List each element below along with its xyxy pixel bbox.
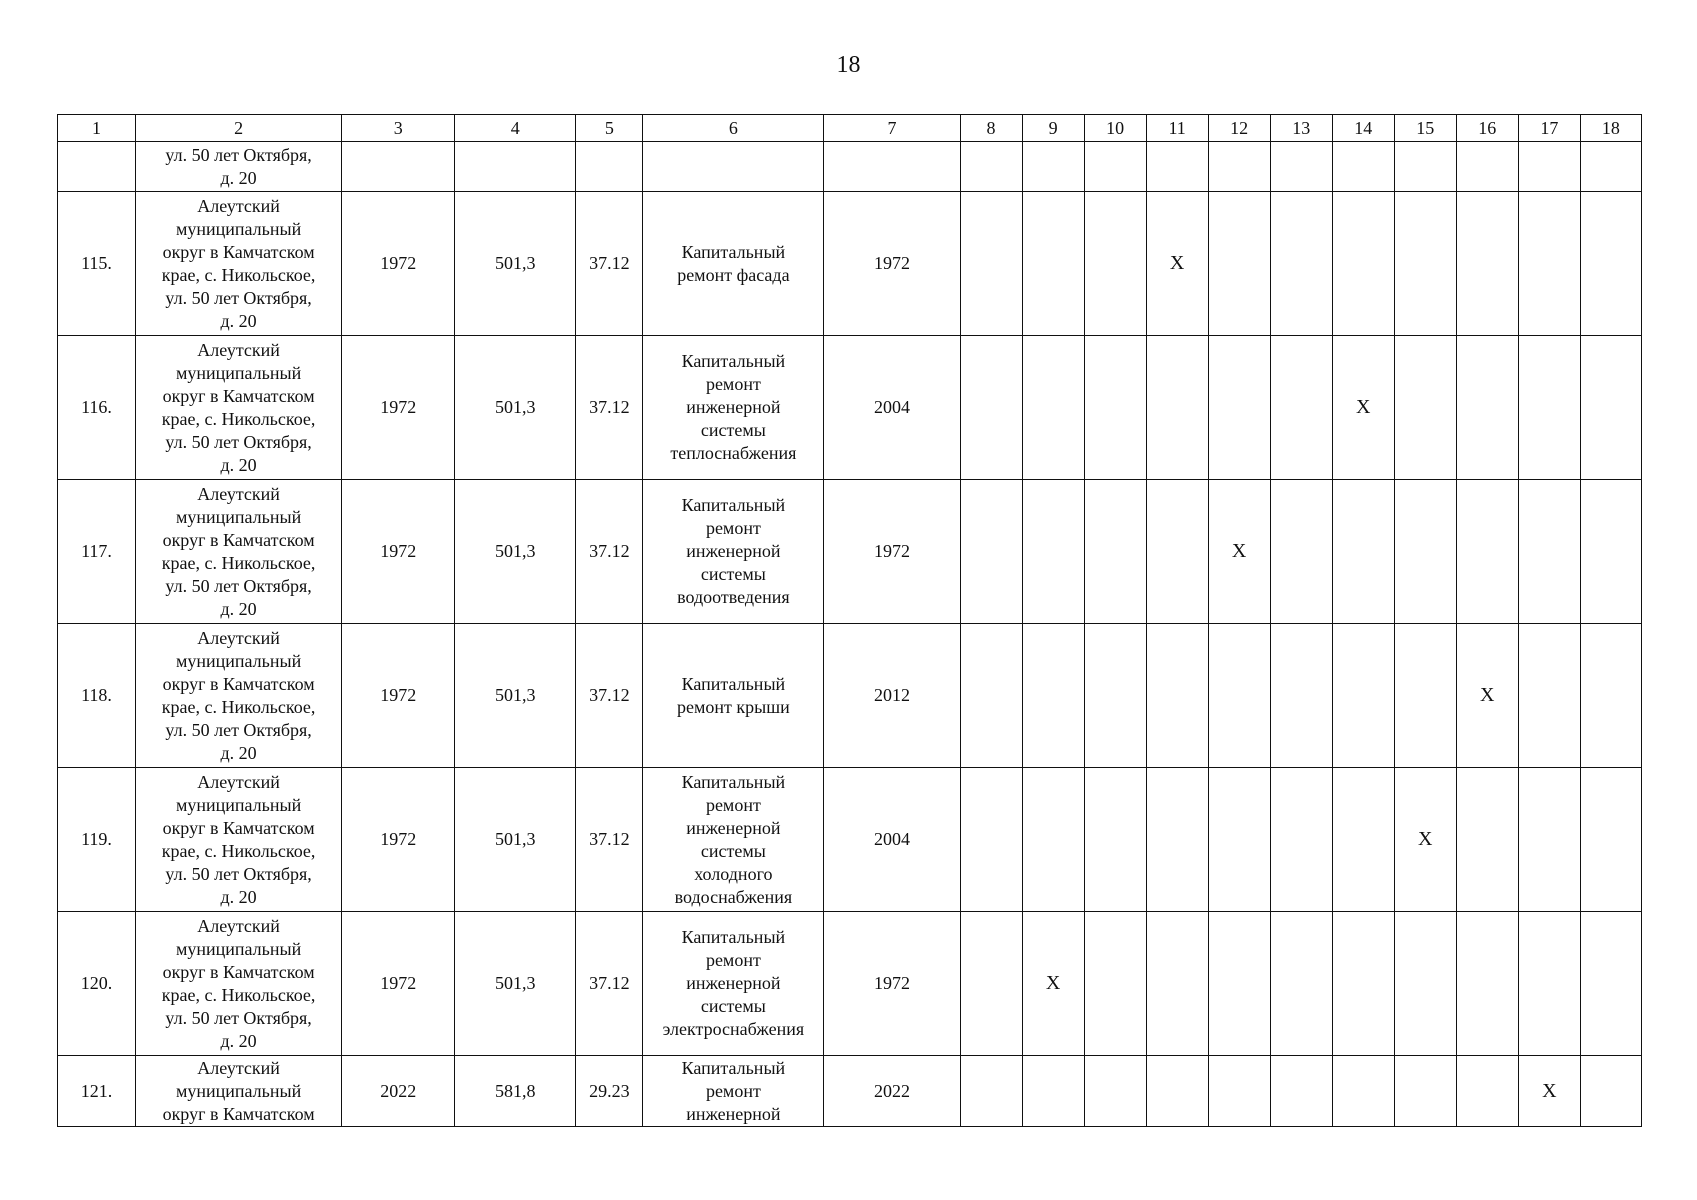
empty-cell (1084, 142, 1146, 192)
period-cell (1146, 624, 1208, 768)
period-mark-cell: X (1146, 192, 1208, 336)
address-cell-line: д. 20 (220, 742, 257, 763)
period-cell (1580, 480, 1641, 624)
period-cell (1518, 768, 1580, 912)
column-header-5: 5 (576, 115, 643, 142)
empty-cell (58, 142, 136, 192)
address-cell-line: Алеутский (197, 771, 280, 792)
column-header-16: 16 (1456, 115, 1518, 142)
year-last-repair-cell: 2022 (824, 1056, 960, 1127)
table-row (58, 768, 1642, 912)
period-cell (1146, 336, 1208, 480)
wear-cell: 37.12 (576, 336, 643, 480)
wear-cell: 37.12 (576, 624, 643, 768)
work-type-cell-line: Капитальный (681, 241, 786, 262)
period-cell (1022, 192, 1084, 336)
period-cell (1146, 912, 1208, 1056)
address-cell (136, 768, 342, 912)
column-header-12: 12 (1208, 115, 1270, 142)
period-cell (1580, 1056, 1641, 1127)
period-cell (1270, 1056, 1332, 1127)
period-cell (1084, 480, 1146, 624)
table-row (58, 624, 1642, 768)
address-cell-line: округ в Камчатском (162, 529, 315, 550)
address-cell-line: д. 20 (220, 454, 257, 475)
year-built-cell: 1972 (342, 192, 455, 336)
address-cell-line: крае, с. Никольское, (161, 264, 316, 285)
table-row (58, 192, 1642, 336)
period-cell (960, 768, 1022, 912)
address-cell-line: округ в Камчатском (162, 817, 315, 838)
period-cell (1270, 912, 1332, 1056)
column-header-9: 9 (1022, 115, 1084, 142)
period-cell (1332, 768, 1394, 912)
period-cell (1394, 624, 1456, 768)
year-last-repair-cell: 2012 (824, 624, 960, 768)
work-type-cell-line: системы (700, 420, 766, 440)
period-cell (1580, 912, 1641, 1056)
period-cell (1332, 912, 1394, 1056)
table-row (58, 1056, 1642, 1127)
work-type-cell-line: ремонт (705, 794, 761, 815)
address-cell-line: ул. 50 лет Октября, (165, 1007, 312, 1028)
empty-cell (1456, 142, 1518, 192)
period-mark-cell: X (1332, 336, 1394, 480)
period-cell (1394, 912, 1456, 1056)
period-cell (1208, 192, 1270, 336)
address-cell-line: Алеутский (197, 483, 280, 504)
empty-cell (576, 142, 643, 192)
work-type-cell (643, 768, 824, 912)
address-cell-line: ул. 50 лет Октября, (165, 431, 312, 452)
work-type-cell (643, 192, 824, 336)
period-cell (1270, 624, 1332, 768)
page-number: 18 (836, 52, 861, 78)
wear-cell: 37.12 (576, 912, 643, 1056)
period-cell (960, 1056, 1022, 1127)
column-header-15: 15 (1394, 115, 1456, 142)
work-type-cell (643, 624, 824, 768)
empty-cell (1394, 142, 1456, 192)
wear-cell: 29.23 (576, 1056, 643, 1127)
address-cell-line: Алеутский (197, 195, 280, 216)
period-cell (960, 624, 1022, 768)
period-mark-cell: X (1394, 768, 1456, 912)
work-type-cell-line: Капитальный (681, 673, 786, 694)
year-built-cell: 1972 (342, 768, 455, 912)
empty-cell (1518, 142, 1580, 192)
row-number: 119. (58, 768, 136, 912)
period-cell (1518, 336, 1580, 480)
period-cell (1456, 912, 1518, 1056)
period-cell (1084, 336, 1146, 480)
period-cell (1394, 192, 1456, 336)
header-row (58, 115, 1642, 142)
period-cell (1518, 480, 1580, 624)
period-cell (1394, 480, 1456, 624)
work-type-cell-line: инженерной (686, 397, 781, 417)
row-number: 120. (58, 912, 136, 1056)
work-type-cell-line: ремонт фасада (677, 264, 790, 285)
address-cell-line: муниципальный (175, 218, 302, 239)
table-row (58, 480, 1642, 624)
address-cell (136, 142, 342, 192)
period-cell (1022, 480, 1084, 624)
empty-cell (1022, 142, 1084, 192)
period-cell (1456, 768, 1518, 912)
period-cell (960, 912, 1022, 1056)
period-cell (1208, 768, 1270, 912)
address-cell-line: д. 20 (220, 167, 257, 188)
area-cell: 501,3 (455, 192, 576, 336)
area-cell: 501,3 (455, 336, 576, 480)
period-cell (1208, 336, 1270, 480)
period-cell (1332, 192, 1394, 336)
area-cell: 501,3 (455, 768, 576, 912)
column-header-10: 10 (1084, 115, 1146, 142)
address-cell-line: крае, с. Никольское, (161, 696, 316, 717)
address-cell-line: муниципальный (175, 650, 302, 671)
period-cell (1456, 336, 1518, 480)
address-cell-line: муниципальный (175, 362, 302, 383)
address-cell-line: крае, с. Никольское, (161, 840, 316, 861)
wear-cell: 37.12 (576, 192, 643, 336)
period-mark-cell: X (1518, 1056, 1580, 1127)
wear-cell: 37.12 (576, 480, 643, 624)
empty-cell (960, 142, 1022, 192)
address-cell-line: округ в Камчатском (162, 241, 315, 262)
column-header-11: 11 (1146, 115, 1208, 142)
address-cell-line: Алеутский (197, 915, 280, 936)
period-cell (1084, 912, 1146, 1056)
area-cell: 501,3 (455, 624, 576, 768)
address-cell-line: муниципальный (175, 1080, 302, 1101)
address-cell-line: Алеутский (197, 627, 280, 648)
address-cell-line: муниципальный (175, 938, 302, 959)
address-cell-line: д. 20 (220, 310, 257, 331)
period-cell (1518, 624, 1580, 768)
address-cell (136, 480, 342, 624)
address-cell-line: округ в Камчатском (162, 673, 315, 694)
work-type-cell (643, 1056, 824, 1127)
period-cell (1456, 1056, 1518, 1127)
period-cell (1332, 1056, 1394, 1127)
period-cell (1208, 1056, 1270, 1127)
year-built-cell: 2022 (342, 1056, 455, 1127)
work-type-cell-line: инженерной (686, 541, 781, 561)
address-cell-line: Алеутский (197, 1057, 280, 1078)
work-type-cell-line: ремонт (705, 950, 761, 970)
period-cell (1270, 192, 1332, 336)
work-type-cell-line: ремонт (705, 1080, 761, 1101)
row-number: 121. (58, 1056, 136, 1127)
address-cell-line: д. 20 (220, 1030, 257, 1051)
period-cell (1270, 336, 1332, 480)
address-cell (136, 1056, 342, 1127)
period-cell (1580, 192, 1641, 336)
work-type-cell-line: Капитальный (681, 1057, 786, 1078)
address-cell-line: муниципальный (175, 794, 302, 815)
period-cell (1208, 624, 1270, 768)
address-cell-line: муниципальный (175, 506, 302, 527)
period-cell (1022, 768, 1084, 912)
address-cell-line: округ в Камчатском (162, 961, 315, 982)
period-cell (960, 192, 1022, 336)
period-cell (1580, 768, 1641, 912)
empty-cell (643, 142, 824, 192)
column-header-1: 1 (58, 115, 136, 142)
period-cell (1022, 1056, 1084, 1127)
period-mark-cell: X (1456, 624, 1518, 768)
address-cell-line: крае, с. Никольское, (161, 408, 316, 429)
period-cell (1332, 624, 1394, 768)
address-cell (136, 336, 342, 480)
work-type-cell (643, 480, 824, 624)
continuation-row (58, 142, 1642, 192)
year-last-repair-cell: 1972 (824, 480, 960, 624)
work-type-cell-line: водоснабжения (674, 886, 793, 907)
column-header-13: 13 (1270, 115, 1332, 142)
period-cell (1270, 768, 1332, 912)
work-type-cell-line: водоотведения (677, 587, 790, 607)
empty-cell (1270, 142, 1332, 192)
work-type-cell (643, 336, 824, 480)
work-type-cell-line: системы (700, 564, 766, 584)
year-last-repair-cell: 2004 (824, 336, 960, 480)
period-cell (1146, 768, 1208, 912)
address-cell (136, 624, 342, 768)
work-type-cell-line: инженерной (686, 1103, 781, 1124)
column-header-18: 18 (1580, 115, 1641, 142)
address-cell (136, 192, 342, 336)
empty-cell (1332, 142, 1394, 192)
period-cell (960, 480, 1022, 624)
row-number: 118. (58, 624, 136, 768)
address-cell-line: округ в Камчатском (162, 385, 315, 406)
empty-cell (1146, 142, 1208, 192)
work-type-cell-line: электроснабжения (662, 1019, 805, 1039)
empty-cell (824, 142, 960, 192)
work-type-cell-line: инженерной (686, 817, 781, 838)
column-header-17: 17 (1518, 115, 1580, 142)
work-type-cell-line: Капитальный (681, 927, 786, 947)
address-cell-line: ул. 50 лет Октября, (165, 575, 312, 596)
address-cell-line: ул. 50 лет Октября, (165, 863, 312, 884)
address-cell-line: ул. 50 лет Октября, (165, 719, 312, 740)
column-header-4: 4 (455, 115, 576, 142)
address-cell-line: крае, с. Никольское, (161, 984, 316, 1005)
work-type-cell-line: инженерной (686, 973, 781, 993)
area-cell: 581,8 (455, 1056, 576, 1127)
area-cell: 501,3 (455, 912, 576, 1056)
empty-cell (1208, 142, 1270, 192)
work-type-cell-line: холодного (694, 863, 773, 884)
repair-schedule-table (57, 114, 1642, 1127)
period-cell (1394, 336, 1456, 480)
year-last-repair-cell: 1972 (824, 192, 960, 336)
column-header-14: 14 (1332, 115, 1394, 142)
period-cell (1518, 192, 1580, 336)
period-cell (1084, 1056, 1146, 1127)
empty-cell (1580, 142, 1641, 192)
period-cell (1456, 480, 1518, 624)
row-number: 117. (58, 480, 136, 624)
period-cell (1394, 1056, 1456, 1127)
period-cell (1456, 192, 1518, 336)
period-mark-cell: X (1208, 480, 1270, 624)
work-type-cell-line: системы (700, 996, 766, 1016)
column-header-8: 8 (960, 115, 1022, 142)
period-cell (1146, 480, 1208, 624)
year-last-repair-cell: 1972 (824, 912, 960, 1056)
address-cell (136, 912, 342, 1056)
work-type-cell-line: ремонт (705, 518, 761, 538)
column-header-6: 6 (643, 115, 824, 142)
empty-cell (342, 142, 455, 192)
column-header-7: 7 (824, 115, 960, 142)
column-header-3: 3 (342, 115, 455, 142)
work-type-cell-line: Капитальный (681, 495, 786, 515)
table-body (58, 115, 1642, 1127)
work-type-cell-line: системы (700, 840, 766, 861)
period-cell (1580, 624, 1641, 768)
period-cell (1270, 480, 1332, 624)
address-cell-line: округ в Камчатском (162, 1103, 315, 1124)
period-cell (1580, 336, 1641, 480)
row-number: 116. (58, 336, 136, 480)
work-type-cell-line: ремонт (705, 374, 761, 394)
work-type-cell-line: Капитальный (681, 351, 786, 371)
table-row (58, 912, 1642, 1056)
year-last-repair-cell: 2004 (824, 768, 960, 912)
column-header-2: 2 (136, 115, 342, 142)
table-row (58, 336, 1642, 480)
wear-cell: 37.12 (576, 768, 643, 912)
empty-cell (455, 142, 576, 192)
row-number: 115. (58, 192, 136, 336)
work-type-cell-line: ремонт крыши (677, 696, 790, 717)
period-cell (960, 336, 1022, 480)
period-cell (1518, 912, 1580, 1056)
year-built-cell: 1972 (342, 624, 455, 768)
year-built-cell: 1972 (342, 912, 455, 1056)
year-built-cell: 1972 (342, 480, 455, 624)
address-cell-line: ул. 50 лет Октября, (165, 287, 312, 308)
area-cell: 501,3 (455, 480, 576, 624)
work-type-cell (643, 912, 824, 1056)
address-cell-line: ул. 50 лет Октября, (165, 144, 312, 165)
period-cell (1208, 912, 1270, 1056)
address-cell-line: д. 20 (220, 598, 257, 619)
period-cell (1022, 336, 1084, 480)
work-type-cell-line: теплоснабжения (670, 443, 797, 463)
period-cell (1146, 1056, 1208, 1127)
period-cell (1084, 768, 1146, 912)
period-cell (1084, 192, 1146, 336)
period-mark-cell: X (1022, 912, 1084, 1056)
address-cell-line: крае, с. Никольское, (161, 552, 316, 573)
work-type-cell-line: Капитальный (681, 771, 786, 792)
year-built-cell: 1972 (342, 336, 455, 480)
period-cell (1084, 624, 1146, 768)
address-cell-line: Алеутский (197, 339, 280, 360)
address-cell-line: д. 20 (220, 886, 257, 907)
period-cell (1022, 624, 1084, 768)
period-cell (1332, 480, 1394, 624)
